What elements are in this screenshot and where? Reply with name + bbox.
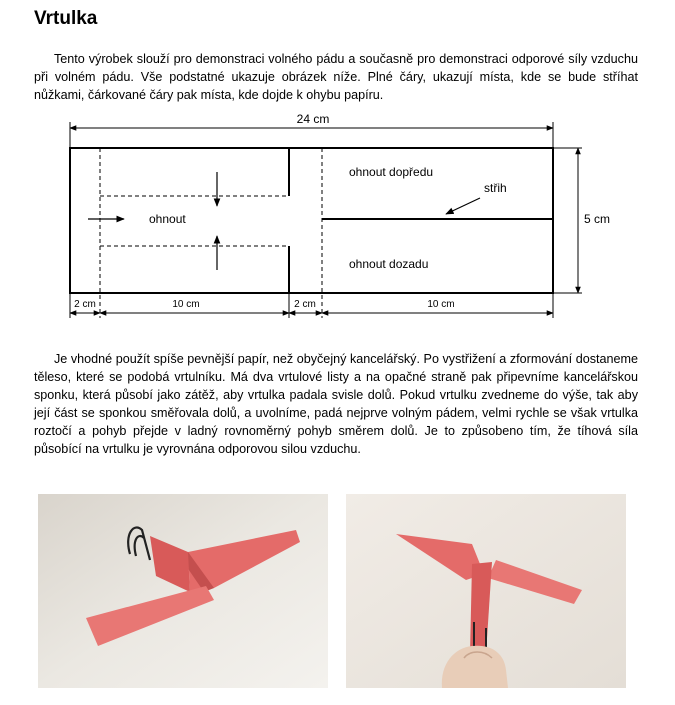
dim-label-3: 2 cm <box>294 299 316 310</box>
label-fold: ohnout <box>149 212 186 226</box>
page-title: Vrtulka <box>34 8 98 29</box>
body-paragraph: Je vhodné použít spíše pevnější papír, než obyčejný kancelářský. Po vystřižení a zformování dostaneme těleso, které se podobá vrtulníku. Má dva vrtulové listy a na opačné straně pak připevníme kancelářskou sponku, která působí jako zátěž, aby vrtulka padala svisle dolů. Pokud vrtulku zvedneme do výše, tak aby její část se sponkou směřovala dolů, a uvolníme, padá nejprve volným pádem, velmi rychle se však vrtulka roztočí a pohyb přejde v ladný rovnoměrný pohyb směrem dolů. Je to způsobeno tím, že tíhová síla působící na vrtulku je vyrovnána odporovou silou vzduchu. <box>34 352 638 456</box>
photo-helicopter-held <box>346 494 626 688</box>
dim-label-4: 10 cm <box>427 299 455 310</box>
label-cut: střih <box>484 181 507 195</box>
dim-label-1: 2 cm <box>74 299 96 310</box>
height-dimension-label: 5 cm <box>584 212 611 226</box>
dim-label-2: 10 cm <box>172 299 200 310</box>
intro-paragraph: Tento výrobek slouží pro demonstraci volného pádu a současně pro demonstraci odporové síly vzduchu při volném pádu. Vše podstatné ukazuje obrázek níže. Plné čáry, ukazují místa, kde se bude stříhat nůžkami, čárkované čáry pak místa, kde dojde k ohybu papíru. <box>34 52 638 102</box>
photo-helicopter-lying <box>38 494 328 688</box>
paper-outline <box>70 148 553 293</box>
width-dimension-label: 24 cm <box>296 112 330 126</box>
cut-arrow-icon <box>446 198 480 214</box>
label-fold-forward: ohnout dopředu <box>349 165 434 179</box>
cut-fold-diagram <box>0 108 675 323</box>
label-fold-back: ohnout dozadu <box>349 257 429 271</box>
